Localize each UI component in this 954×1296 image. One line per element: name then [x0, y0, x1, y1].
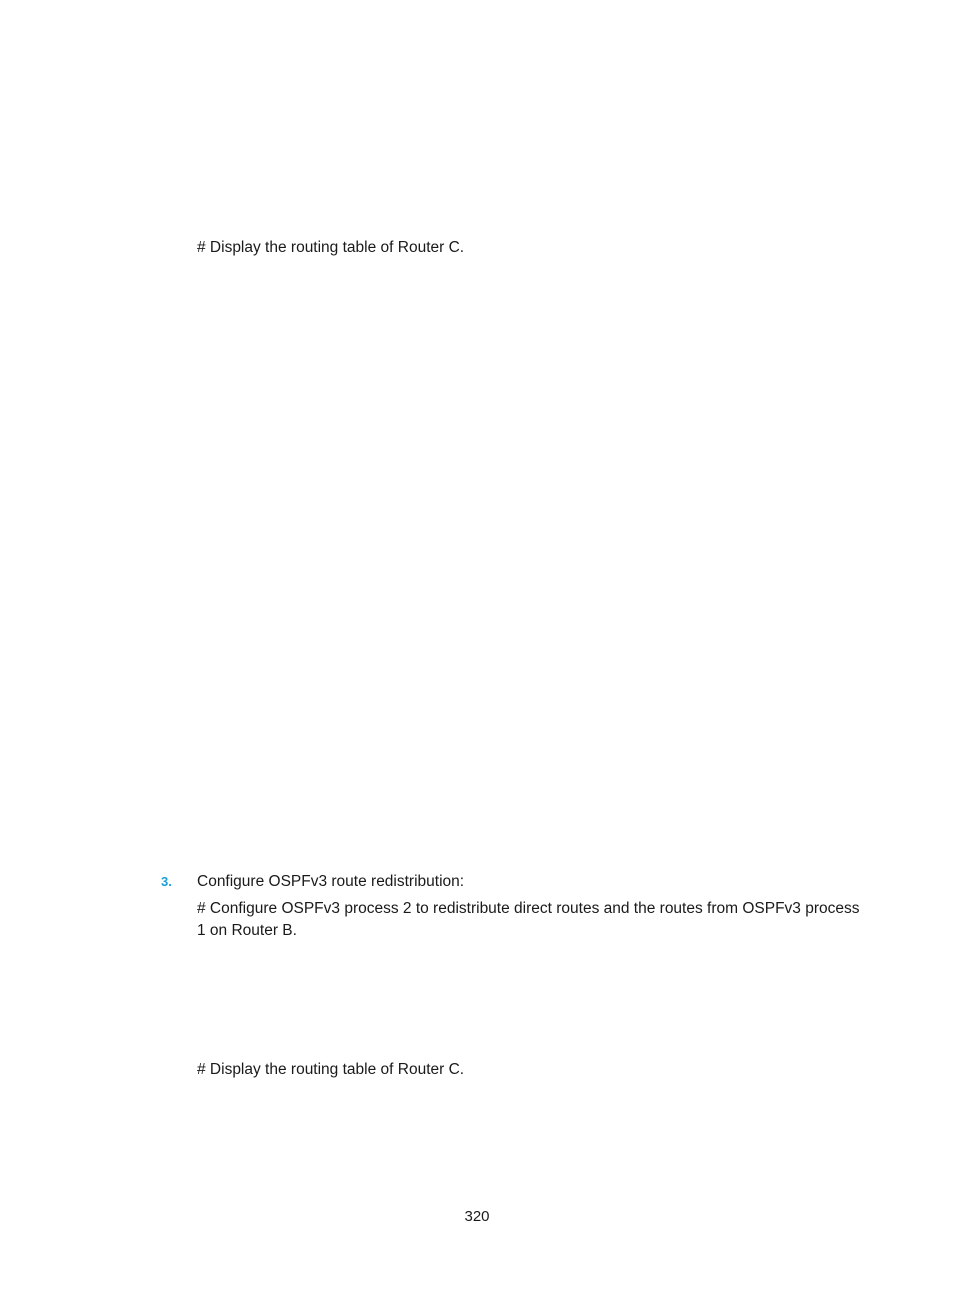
step-instruction-text: # Configure OSPFv3 process 2 to redistribute direct routes and the routes from OSPFv3 process 1 on Router B.	[197, 900, 860, 939]
step-title: Configure OSPFv3 route redistribution:	[197, 873, 465, 890]
display-routing-table-router-c-text: # Display the routing table of Router C.	[197, 1061, 465, 1078]
step-number: 3.	[161, 874, 172, 889]
page-number: 320	[464, 1208, 490, 1225]
display-routing-table-router-c-text: # Display the routing table of Router C.	[197, 239, 465, 256]
